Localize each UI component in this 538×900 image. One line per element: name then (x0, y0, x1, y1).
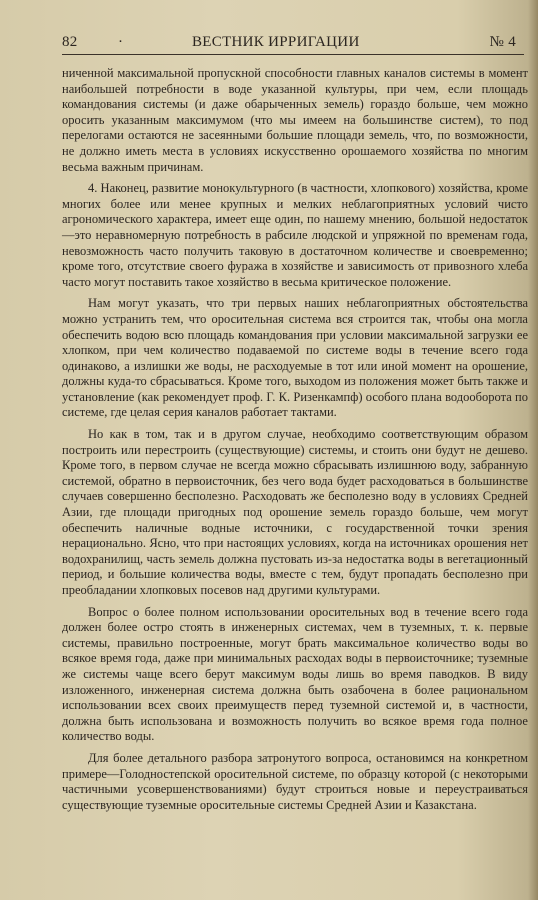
paragraph-3: Нам могут указать, что три первых наших неблагоприятных обстоятельства можно устранить тем, что оросительная система вся строится так, чтобы она могла обеспечить водою всю площадь командования при условии максимальной загрузки ее хлопком, при чем количество подаваемой по системе воды в течение всего года одинаково, а излишки же воды, не расходуемые в тот или иной момент на орошение, должны куда-то сбрасываться. Кроме того, выходом из положения может быть также и установление (как рекомендует проф. Г. К. Ризенкампф) особого плана водооборота по системе, где целая серия каналов работает тактами. (62, 296, 528, 420)
page-edge-shadow (528, 0, 538, 900)
running-header (62, 30, 524, 55)
issue-number: № 4 (489, 34, 516, 50)
header-separator: · (118, 34, 124, 50)
paragraph-4: Но как в том, так и в другом случае, необходимо соответствующим образом построить или перестроить (существующие) системы, и стоить они будут не дешево. Кроме того, в первом случае не всегда можно сбрасывать излишнюю воду, забранную системой, обратно в первоисточник, без чего вода будет расходоваться в большинстве случаев совершенно бесполезно. Расходовать же бесполезно воду в условиях Средней Азии, где площади пригодных под орошение земель гораздо больше, чем могут обеспечить наличные водные источники, с государственной точки зрения нерационально. Ясно, что при настоящих условиях, когда на источниках орошения нет водохранилищ, часть земель должна пустовать из-за недостатка воды в вегетационный период, и большие количества воды, вместе с тем, будут пропадать бесполезно при преобладании хлопковых посевов над другими культурами. (62, 427, 528, 597)
page-number: 82 (62, 34, 78, 50)
body-text (62, 66, 528, 819)
paragraph-6: Для более детального разбора затронутого вопроса, остановимся на конкретном примере—Голодностепской оросительной системе, по образцу которой (с некоторыми частичными усовершенствованиями) будут строиться новые и переустраиваться существующие туземные оросительные системы Средней Азии и Казакстана. (62, 750, 528, 812)
paragraph-1: ниченной максимальной пропускной способности главных каналов системы в момент наибольшей потребности в воде указанной культуры, при чем, если площадь командования системы (и даже обарыченных земель) гораздо больше, чем можно оросить указанным максимумом (что мы имеем на большинстве систем), то под перелогами остаются не засеянными большие площади земель, что, по возможности, не должно иметь места в условиях искусственно орошаемого хозяйства по многим весьма важным причинам. (62, 66, 528, 174)
paragraph-5: Вопрос о более полном использовании оросительных вод в течение всего года должен более остро стоять в инженерных системах, чем в туземных, т. к. первые системы, правильно построенные, могут брать максимальное количество воды во всякое время года, даже при минимальных расходах воды в первоисточнике; туземные же системы чаще всего берут максимум воды лишь во время паводков. В виду изложенного, инженерная система должна быть озабочена в более рациональном использовании всех своих преимуществ перед туземной системой и, в частности, должна быть использована и возможность получить во всякое время года полное количество воды. (62, 604, 528, 744)
paragraph-2: 4. Наконец, развитие монокультурного (в частности, хлопкового) хозяйства, кроме многих более или менее крупных и мелких неблагоприятных условий чисто агрономического характера, имеет еще один, по нашему мнению, большой недостаток—это неравномерную потребность в рабсиле людской и упряжной по временам года, невозможность часто получить таковую в достаточном количестве и своевременно; кроме того, отсутствие своего фуража в хозяйстве и зависимость от привозного хлеба часто могут поставить такое хозяйство в весьма критическое положение. (62, 181, 528, 289)
journal-title: ВЕСТНИК ИРРИГАЦИИ (192, 34, 360, 50)
